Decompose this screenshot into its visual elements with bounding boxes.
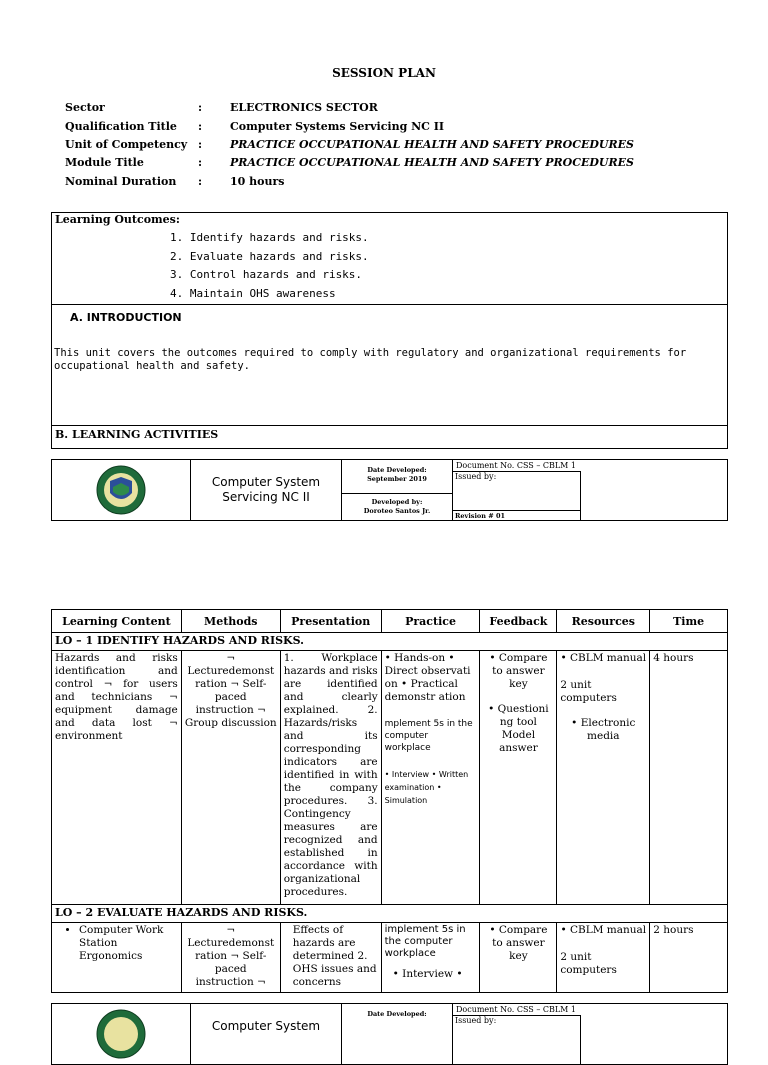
list-item: 1. Identify hazards and risks.: [170, 231, 369, 244]
divider: [580, 1015, 581, 1064]
practice-5s: mplement 5s in the computer workplace: [384, 719, 473, 753]
document-footer-repeat: [51, 1003, 728, 1065]
introduction-box: [51, 304, 728, 426]
lo1-methods: ¬ Lecturedemonst ration ¬ Self-paced instruction ¬ Group discussion: [181, 651, 280, 905]
feedback-compare: • Compare to answer key: [489, 652, 548, 690]
lo1-resources: [557, 651, 650, 905]
meta-value: PRACTICE OCCUPATIONAL HEALTH AND SAFETY PROCEDURES: [230, 138, 634, 151]
lo2-time: 2 hours: [650, 923, 728, 993]
meta-key: Unit of Competency: [65, 138, 188, 151]
column-header: Feedback: [480, 610, 557, 633]
introduction-heading: A. INTRODUCTION: [70, 311, 182, 324]
practice-assessment: • Interview • Written examination • Simulation: [384, 770, 469, 805]
logo-cell: [52, 460, 191, 520]
course-name: [191, 1019, 341, 1034]
resource-computers: 2 unit computers: [560, 951, 617, 976]
course-line2: Servicing NC II: [222, 490, 310, 504]
issued-by: Issued by:: [455, 1016, 497, 1025]
document-footer: [51, 459, 728, 521]
course-line1: Computer System: [211, 475, 321, 489]
column-header: Time: [650, 610, 728, 633]
lo1-practice: [381, 651, 480, 905]
doc-no: Document No. CSS – CBLM 1: [455, 461, 577, 470]
meta-colon: :: [198, 101, 203, 114]
doc-no-cell: [452, 460, 580, 472]
learning-outcomes-heading: Learning Outcomes:: [55, 213, 180, 226]
lo2-methods: ¬ Lecturedemonst ration ¬ Self-paced instruction ¬: [181, 923, 280, 993]
list-item: 4. Maintain OHS awareness: [170, 286, 336, 300]
logo-cell: [52, 1004, 191, 1064]
meta-key: Module Title: [65, 156, 144, 169]
lo2-resources: [557, 923, 650, 993]
dev-label: Developed by:: [371, 498, 423, 506]
dev-value: Doroteo Santos Jr.: [363, 507, 431, 515]
date-label: Date Developed:: [367, 466, 427, 474]
list-item: 2. Evaluate hazards and risks.: [170, 249, 369, 263]
table-header-row: [52, 610, 728, 633]
learning-outcomes-box: [51, 212, 728, 305]
lo2-content: [52, 923, 182, 993]
meta-value: PRACTICE OCCUPATIONAL HEALTH AND SAFETY PROCEDURES: [230, 156, 634, 169]
column-header: Methods: [181, 610, 280, 633]
column-header: Presentation: [280, 610, 381, 633]
issued-by: Issued by:: [455, 472, 497, 481]
page-title: SESSION PLAN: [332, 66, 436, 80]
lo2-heading-row: [52, 905, 728, 923]
learning-outcomes-list: [170, 229, 369, 303]
lo2-heading: LO – 2 EVALUATE HAZARDS AND RISKS.: [52, 905, 728, 923]
divider: [452, 510, 580, 511]
divider: [580, 471, 581, 520]
learning-activities-box: [51, 425, 728, 449]
course-line1: Computer System: [211, 1019, 321, 1033]
practice-methods: • Hands-on • Direct observati on • Practical demonstr ation: [384, 652, 471, 703]
list-item: • Computer Work Station Ergonomics: [79, 924, 178, 963]
doc-no: Document No. CSS – CBLM 1: [455, 1005, 577, 1014]
revision: Revision # 01: [455, 512, 505, 520]
developed-by: [342, 498, 452, 516]
doc-no-cell: [452, 1004, 580, 1016]
table-row: [52, 923, 728, 993]
meta-colon: :: [198, 156, 203, 169]
lo1-content: Hazards and risks identification and control ¬ for users and technicians ¬ equipment damage and data lost ¬ environment: [52, 651, 182, 905]
date-developed: [342, 1010, 452, 1019]
lo1-feedback: [480, 651, 557, 905]
meta-colon: :: [198, 175, 203, 188]
school-logo-icon: [96, 1009, 146, 1059]
introduction-text: This unit covers the outcomes required to comply with regulatory and organizational requirements for occupational health and safety.: [54, 347, 687, 372]
practice-5s: implement 5s in the computer workplace: [384, 924, 466, 959]
lo2-feedback: • Compare to answer key: [480, 923, 557, 993]
lo2-presentation: Effects of hazards are determined 2. OHS issues and concerns: [280, 923, 381, 993]
meta-value: Computer Systems Servicing NC II: [230, 120, 445, 133]
learning-activities-heading: B. LEARNING ACTIVITIES: [55, 428, 219, 441]
column-header: Practice: [381, 610, 480, 633]
meta-value: ELECTRONICS SECTOR: [230, 101, 378, 114]
meta-key: Qualification Title: [65, 120, 177, 133]
lo1-heading-row: [52, 633, 728, 651]
date-developed: [342, 466, 452, 484]
resource-cblm: • CBLM manual: [560, 652, 647, 664]
date-value: September 2019: [367, 475, 427, 483]
column-header: Resources: [557, 610, 650, 633]
practice-interview: • Interview •: [392, 968, 463, 980]
meta-colon: :: [198, 120, 203, 133]
meta-key: Nominal Duration: [65, 175, 177, 188]
resource-computers: 2 unit computers: [560, 679, 617, 704]
resource-media: • Electronic media: [571, 717, 636, 742]
list-item: 3. Control hazards and risks.: [170, 268, 363, 281]
feedback-questioning: • Questioni ng tool Model answer: [488, 703, 549, 754]
table-row: [52, 651, 728, 905]
meta-colon: :: [198, 138, 203, 151]
course-name: [191, 475, 341, 505]
lo1-time: 4 hours: [650, 651, 728, 905]
column-header: Learning Content: [52, 610, 182, 633]
session-plan-table: [51, 609, 728, 993]
date-label: Date Developed:: [367, 1010, 427, 1018]
resource-cblm: • CBLM manual: [560, 924, 647, 936]
meta-value: 10 hours: [230, 175, 285, 188]
meta-key: Sector: [65, 101, 105, 114]
lo1-heading: LO – 1 IDENTIFY HAZARDS AND RISKS.: [52, 633, 728, 651]
lo1-presentation: 1. Workplace hazards and risks are identified and clearly explained. 2. Hazards/risks and its corresponding indicators are identified in with the company procedures. 3. Contingency measures are recognized and established in accordance with organizational procedures.: [280, 651, 381, 905]
divider: [342, 493, 452, 494]
lo2-practice: [381, 923, 480, 993]
school-logo-icon: [96, 465, 146, 515]
